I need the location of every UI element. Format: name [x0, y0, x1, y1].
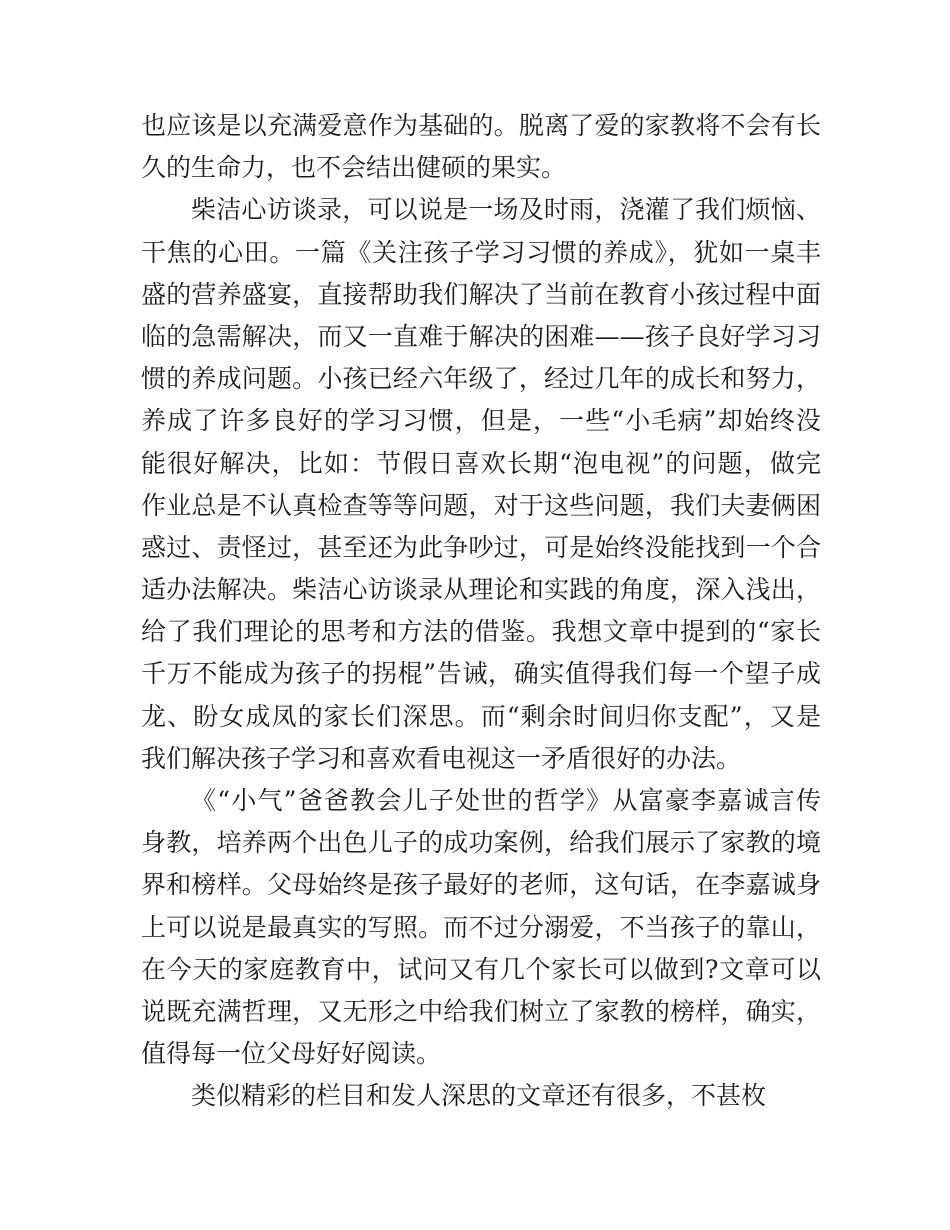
text-line: 干焦的心田。一篇《关注孩子学习习惯的养成》，犹如一桌丰	[141, 237, 821, 267]
text-line: 类似精彩的栏目和发人深思的文章还有很多，不甚枚	[191, 1081, 767, 1111]
text-line: 柴洁心访谈录，可以说是一场及时雨，浇灌了我们烦恼、	[191, 195, 821, 225]
text-line: 我们解决孩子学习和喜欢看电视这一矛盾很好的办法。	[141, 743, 742, 773]
text-line: 盛的营养盛宴，直接帮助我们解决了当前在教育小孩过程中面	[141, 279, 821, 309]
paragraph	[141, 189, 821, 780]
text-line: 临的急需解决，而又一直难于解决的困难——孩子良好学习习	[141, 321, 821, 351]
text-line: 养成了许多良好的学习习惯，但是，一些“小毛病”却始终没	[141, 406, 821, 436]
text-line: 龙、盼女成凤的家长们深思。而“剩余时间归你支配”，又是	[141, 701, 821, 731]
text-line: 说既充满哲理，又无形之中给我们树立了家教的榜样，确实，	[141, 996, 821, 1026]
paragraph	[141, 1075, 821, 1117]
paragraph	[141, 105, 821, 189]
text-line: 久的生命力，也不会结出健硕的果实。	[141, 153, 567, 183]
text-line: 惯的养成问题。小孩已经六年级了，经过几年的成长和努力，	[141, 364, 821, 394]
text-line: 也应该是以充满爱意作为基础的。脱离了爱的家教将不会有长	[141, 111, 821, 140]
text-line: 给了我们理论的思考和方法的借鉴。我想文章中提到的“家长	[141, 617, 821, 647]
text-line: 《“小气”爸爸教会儿子处世的哲学》从富豪李嘉诚言传	[191, 786, 821, 815]
text-line: 适办法解决。柴洁心访谈录从理论和实践的角度，深入浅出，	[141, 575, 821, 605]
document-body	[141, 105, 821, 1118]
paragraph	[141, 780, 821, 1075]
text-line: 千万不能成为孩子的拐棍”告诫，确实值得我们每一个望子成	[141, 659, 821, 689]
text-line: 作业总是不认真检查等等问题，对于这些问题，我们夫妻俩困	[141, 490, 821, 520]
text-line: 界和榜样。父母始终是孩子最好的老师，这句话，在李嘉诚身	[141, 870, 821, 900]
text-line: 能很好解决，比如：节假日喜欢长期“泡电视”的问题，做完	[141, 448, 821, 478]
text-line: 在今天的家庭教育中，试问又有几个家长可以做到?文章可以	[141, 954, 821, 984]
text-line: 上可以说是最真实的写照。而不过分溺爱，不当孩子的靠山，	[141, 912, 821, 942]
text-line: 身教，培养两个出色儿子的成功案例，给我们展示了家教的境	[141, 828, 821, 858]
text-line: 值得每一位父母好好阅读。	[141, 1039, 442, 1069]
text-line: 惑过、责怪过，甚至还为此争吵过，可是始终没能找到一个合	[141, 532, 821, 562]
